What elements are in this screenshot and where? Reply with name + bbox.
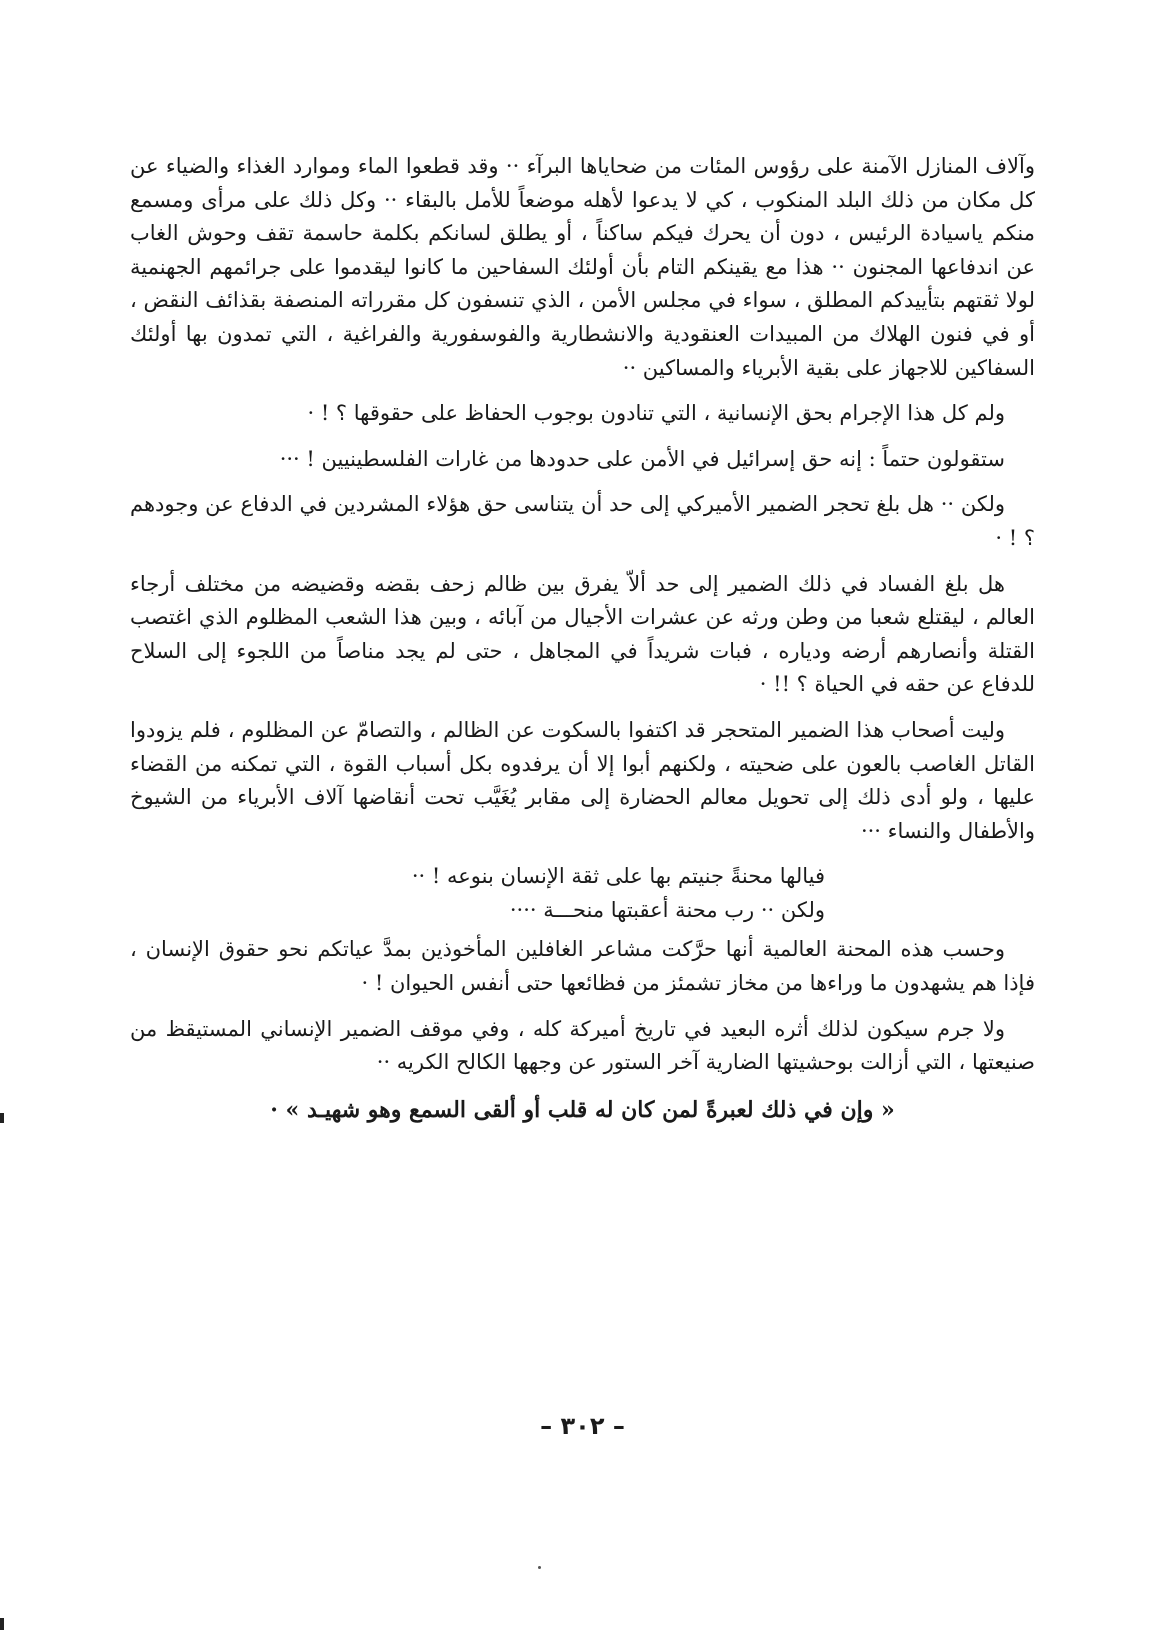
paragraph-7: وحسب هذه المحنة العالمية أنها حرَّكت مشاعر الغافلين المأخوذين بمدَّ عياتكم نحو حقوق الإنسان ، فإذا هم يشهدون ما وراءها من مخاز تشمئز من فظائعها حتى أنفس الحيوان ! ·: [130, 937, 1035, 996]
paragraph-2: ولم كل هذا الإجرام بحق الإنسانية ، التي تنادون بوجوب الحفاظ على حقوقها ؟ ! ·: [307, 401, 1005, 426]
paragraph-1: وآلاف المنازل الآمنة على رؤوس المئات من ضحاياها البرآء ·· وقد قطعوا الماء وموارد الغذاء والضياء عن كل مكان من ذلك البلد المنكوب ، كي لا يدعوا لأهله موضعاً للأمل بالبقاء ·· وكل ذلك على مرأى ومسمع منكم ياسيادة الرئيس ، دون أن يحرك فيكم ساكناً ، أو يطلق لسانكم بكلمة حاسمة تقف وحوش الغاب عن اندفاعها المجنون ·· هذا مع يقينكم التام بأن أولئك السفاحين ما كانوا ليقدموا على جرائمهم الجهنمية لولا ثقتهم بتأييدكم المطلق ، سواء في مجلس الأمن ، الذي تنسفون كل مقرراته المنصفة بقذائف النقض ، أو في فنون الهلاك من المبيدات العنقودية والانشطارية والفوسفورية والفراغية ، التي تمدون بها أولئك السفاكين للاجهاز على بقية الأبرياء والمساكين ··: [130, 154, 1035, 380]
page-number: – ٣٠٢ –: [540, 1412, 625, 1440]
paragraph-3: ستقولون حتماً : إنه حق إسرائيل في الأمن على حدودها من غارات الفلسطينيين ! ···: [279, 446, 1005, 471]
verse-line-1: فيالها محنةً جنيتم بها على ثقة الإنسان بنوعه ! ··: [411, 864, 825, 889]
verse-line-2: ولكن ·· رب محنة أعقبتها منحـــة ····: [509, 897, 825, 922]
paragraph-4: ولكن ·· هل بلغ تحجر الضمير الأميركي إلى حد أن يتناسى حق هؤلاء المشردين في الدفاع عن وجودهم ؟ ! ·: [130, 492, 1035, 550]
scan-edge-mark: [0, 1618, 4, 1630]
scan-speck: [538, 1566, 541, 1569]
scan-edge-mark: [0, 1113, 4, 1123]
paragraph-5: هل بلغ الفساد في ذلك الضمير إلى حد ألاّ يفرق بين ظالم زحف بقضه وقضيضه من مختلف أرجاء العالم ، ليقتلع شعبا من وطن ورثه عن عشرات الأجيال من آبائه ، وبين هذا الشعب المظلوم الذي اغتصب القتلة وأنصارهم أرضه ودياره ، فبات شريداً في المجاهل ، حتى لم يجد مناصاً من اللجوء إلى السلاح للدفاع عن حقه في الحياة ؟ !! ·: [130, 571, 1035, 697]
paragraph-8: ولا جرم سيكون لذلك أثره البعيد في تاريخ أميركة كله ، وفي موقف الضمير الإنساني المستيقظ من صنيعتها ، التي أزالت بوحشيتها الضارية آخر الستور عن وجهها الكالح الكريه ··: [130, 1016, 1035, 1075]
page-body: [130, 150, 1035, 1128]
quranic-quote: « وإن في ذلك لعبرةً لمن كان له قلب أو ألقى السمع وهو شهيـد » ·: [270, 1096, 895, 1123]
verse-block: [130, 860, 1035, 927]
paragraph-6: وليت أصحاب هذا الضمير المتحجر قد اكتفوا بالسكوت عن الظالم ، والتصامّ عن المظلوم ، فلم يزودوا القاتل الغاصب بالعون على ضحيته ، ولكنهم أبوا إلا أن يرفدوه بكل أسباب القوة ، التي تمكنه من القضاء عليها ، ولو أدى ذلك إلى تحويل معالم الحضارة إلى مقابر يُغَيَّب تحت أنقاضها آلاف الأبرياء من الشيوخ والأطفال والنساء ···: [130, 717, 1035, 843]
